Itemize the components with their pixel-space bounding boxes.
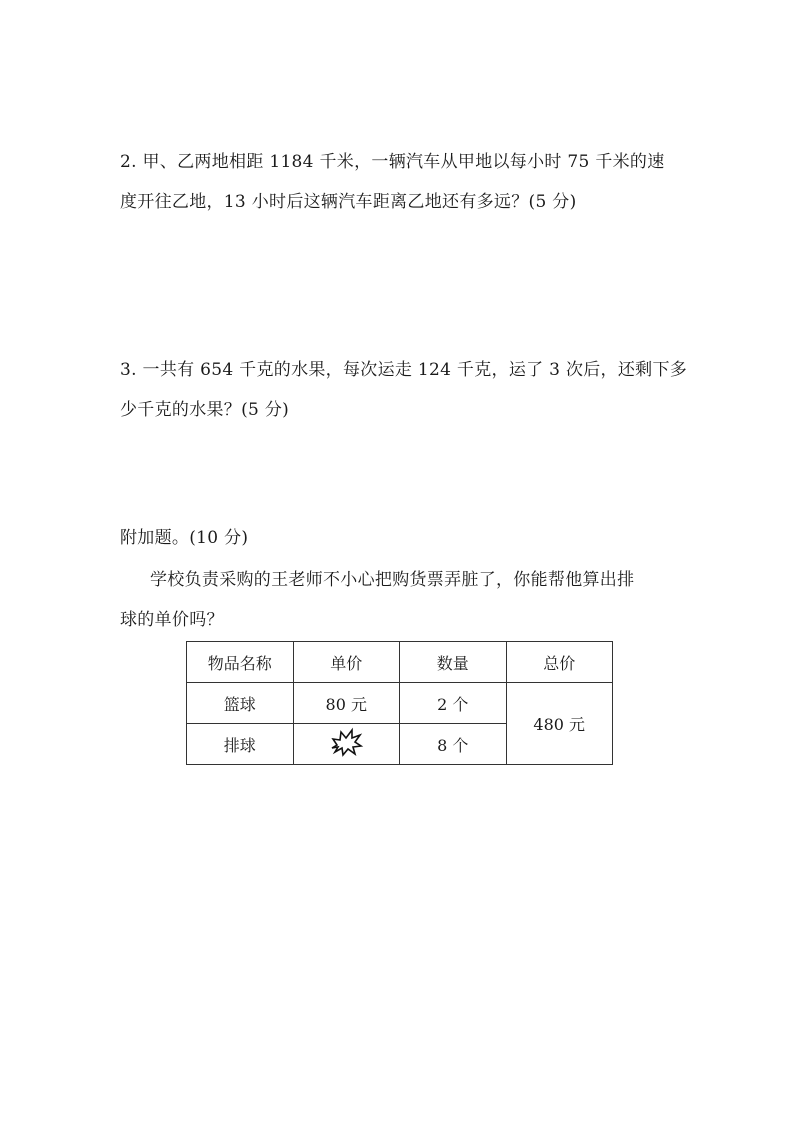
- cell-price-volleyball: [293, 724, 400, 765]
- header-item-name: 物品名称: [187, 642, 294, 683]
- question-3-line-1: 3. 一共有 654 千克的水果，每次运走 124 千克，运了 3 次后，还剩下多: [120, 360, 688, 380]
- bonus-title: 附加题。(10 分): [120, 528, 249, 548]
- cell-item-volleyball: 排球: [187, 724, 294, 765]
- cell-total-price: 480 元: [506, 683, 613, 765]
- bonus-question-line-2: 球的单价吗？: [120, 610, 224, 630]
- header-unit-price: 单价: [293, 642, 400, 683]
- cell-qty-basketball: 2 个: [400, 683, 507, 724]
- table-row: [187, 683, 613, 724]
- cell-price-basketball: 80 元: [293, 683, 400, 724]
- question-2-line-2: 度开往乙地，13 小时后这辆汽车距离乙地还有多远？(5 分): [120, 192, 577, 212]
- cell-qty-volleyball: 8 个: [400, 724, 507, 765]
- bonus-question-line-1: 学校负责采购的王老师不小心把购货票弄脏了，你能帮他算出排: [150, 570, 635, 590]
- table-header-row: [187, 642, 613, 683]
- question-2-line-1: 2. 甲、乙两地相距 1184 千米，一辆汽车从甲地以每小时 75 千米的速: [120, 152, 665, 172]
- purchase-receipt-table: [186, 641, 613, 765]
- cell-item-basketball: 篮球: [187, 683, 294, 724]
- ink-blot-icon: [328, 727, 364, 761]
- header-total-price: 总价: [506, 642, 613, 683]
- question-3-line-2: 少千克的水果？(5 分): [120, 400, 290, 420]
- header-quantity: 数量: [400, 642, 507, 683]
